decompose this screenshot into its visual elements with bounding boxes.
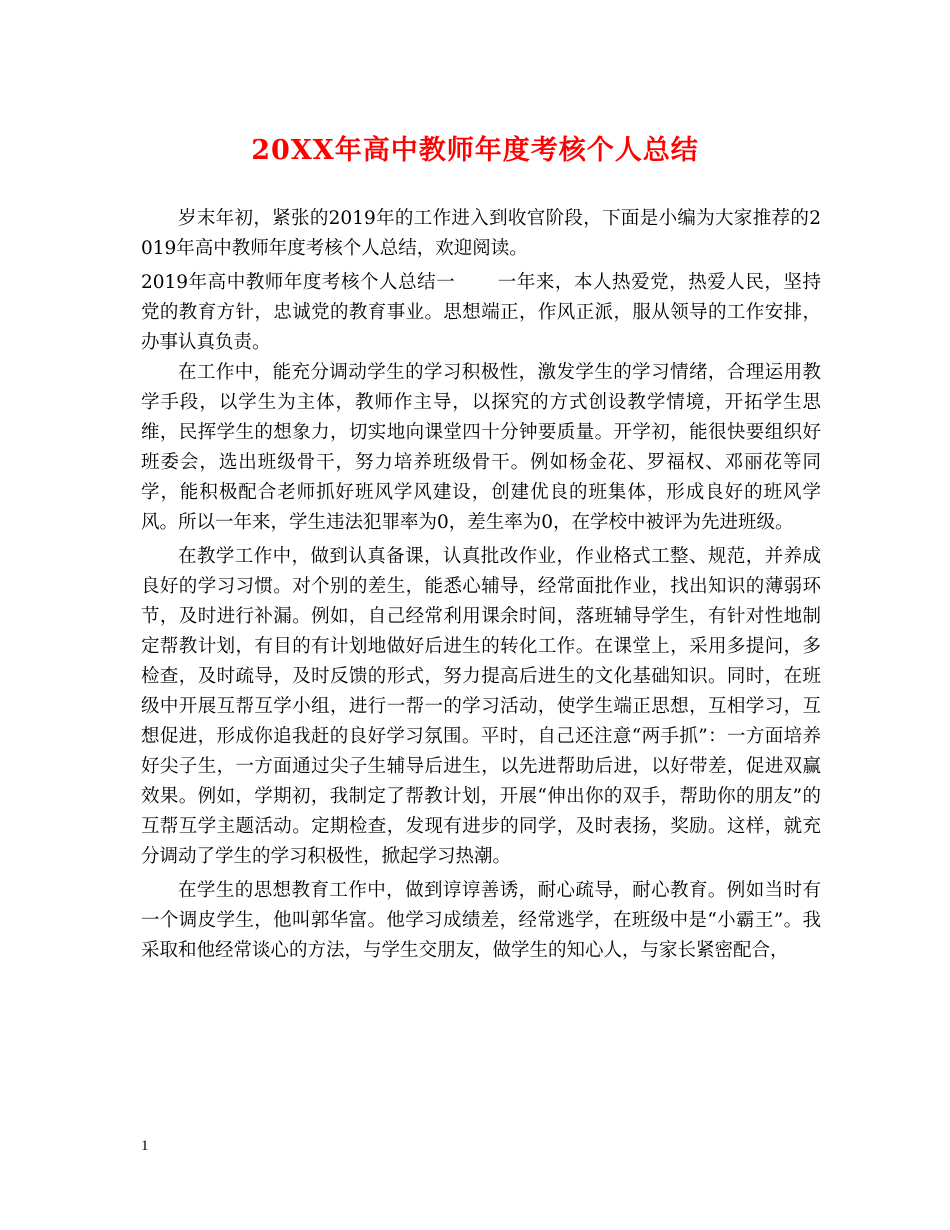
document-title: 20XX年高中教师年度考核个人总结 [251,135,699,166]
body-paragraph-2: 在教学工作中，做到认真备课，认真批改作业，作业格式工整、规范，并养成良好的学习习惯。对个别的差生，能悉心辅导，经常面批作业，找出知识的薄弱环节，及时进行补漏。例如，自己经常利用课余时间，落班辅导学生，有针对性地制定帮教计划，有目的有计划地做好后进生的转化工作。在课堂上，采用多提问，多检查，及时疏导，及时反馈的形式，努力提高后进生的文化基础知识。同时，在班级中开展互帮互学小组，进行一帮一的学习活动，使学生端正思想，互相学习，互想促进，形成你追我赶的良好学习氛围。平时，自己还注意“两手抓”：一方面培养好尖子生，一方面通过尖子生辅导后进生，以先进帮助后进，以好带差，促进双赢效果。例如，学期初，我制定了帮教计划，开展“伸出你的双手，帮助你的朋友”的互帮互学主题活动。定期检查，发现有进步的同学，及时表扬，奖励。这样，就充分调动了学生的学习积极性，掀起学习热潮。 [141,546,821,867]
section-heading: 2019年高中教师年度考核个人总结一 [141,272,456,293]
section-heading-rest: 一年来，本人热爱党，热爱人民，坚持党的教育方针，忠诚党的教育事业。思想端正，作风正派，服从领导的工作安排，办事认真负责。 [141,272,821,353]
body-paragraph-3: 在学生的思想教育工作中，做到谆谆善诱，耐心疏导，耐心教育。例如当时有一个调皮学生，他叫郭华富。他学习成绩差，经常逃学，在班级中是“小霸王”。我采取和他经常谈心的方法，与学生交朋友，做学生的知心人，与家长紧密配合， [141,880,821,961]
intro-paragraph: 岁末年初，紧张的2019年的工作进入到收官阶段，下面是小编为大家推荐的2019年高中教师年度考核个人总结，欢迎阅读。 [141,208,821,259]
section-paragraph [141,268,821,358]
page-number: 1 [141,1138,149,1154]
document-body [141,204,821,970]
body-paragraph-1: 在工作中，能充分调动学生的学习积极性，激发学生的学习情绪，合理运用教学手段，以学生为主体，教师作主导，以探究的方式创设教学情境，开拓学生思维，民挥学生的想象力，切实地向课堂四十分钟要质量。开学初，能很快要组织好班委会，选出班级骨干，努力培养班级骨干。例如杨金花、罗福权、邓丽花等同学，能积极配合老师抓好班风学风建设，创建优良的班集体，形成良好的班风学风。所以一年来，学生违法犯罪率为0，差生率为0，在学校中被评为先进班级。 [141,362,821,533]
